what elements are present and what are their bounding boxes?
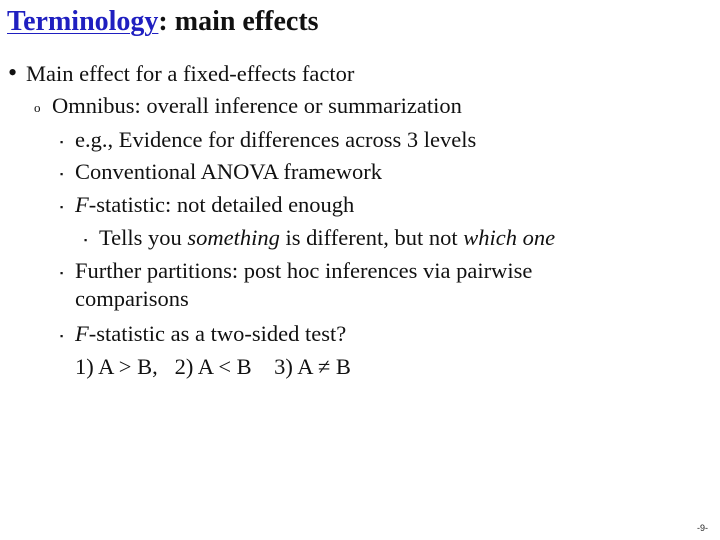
bullet-two-sided-test <box>75 319 346 349</box>
title-rest: : main effects <box>158 6 319 37</box>
bullet-marker-level2: o <box>34 100 41 115</box>
bullet-further-partitions-line1: Further partitions: post hoc inferences via pairwise <box>75 258 533 283</box>
f-symbol: F <box>75 192 89 217</box>
title-term-link[interactable]: Terminology <box>7 6 159 37</box>
bullet-main-effect: Main effect for a fixed-effects factor <box>26 61 355 86</box>
tells-you-em-which-one: which one <box>463 225 556 250</box>
bullet-marker-level3: ▪ <box>60 202 64 212</box>
bullet-anova-framework: Conventional ANOVA framework <box>75 159 383 184</box>
bullet-omnibus: Omnibus: overall inference or summarization <box>52 93 462 118</box>
bullet-evidence-levels: e.g., Evidence for differences across 3 levels <box>75 127 477 152</box>
page-number: -9- <box>697 523 708 533</box>
f-statistic-text: -statistic: not detailed enough <box>88 192 355 217</box>
bullet-marker-level1: • <box>8 58 18 87</box>
bullet-tells-you <box>99 223 555 253</box>
tells-you-em-something: something <box>187 225 280 250</box>
tells-you-part1: Tells you <box>99 225 188 250</box>
bullet-marker-level3: ▪ <box>60 169 64 179</box>
bullet-marker-level3: ▪ <box>60 331 64 341</box>
bullet-further-partitions-line2: comparisons <box>75 286 189 311</box>
slide-title <box>7 2 319 42</box>
f-symbol: F <box>75 321 89 346</box>
bullet-f-statistic-detail <box>75 190 354 220</box>
two-sided-text: -statistic as a two-sided test? <box>88 321 347 346</box>
tells-you-part2: is different, but not <box>279 225 464 250</box>
bullet-marker-level4: ▪ <box>84 235 88 245</box>
hypothesis-options: 1) A > B, 2) A < B 3) A ≠ B <box>75 354 351 379</box>
bullet-marker-level3: ▪ <box>60 268 64 278</box>
bullet-marker-level3: ▪ <box>60 137 64 147</box>
